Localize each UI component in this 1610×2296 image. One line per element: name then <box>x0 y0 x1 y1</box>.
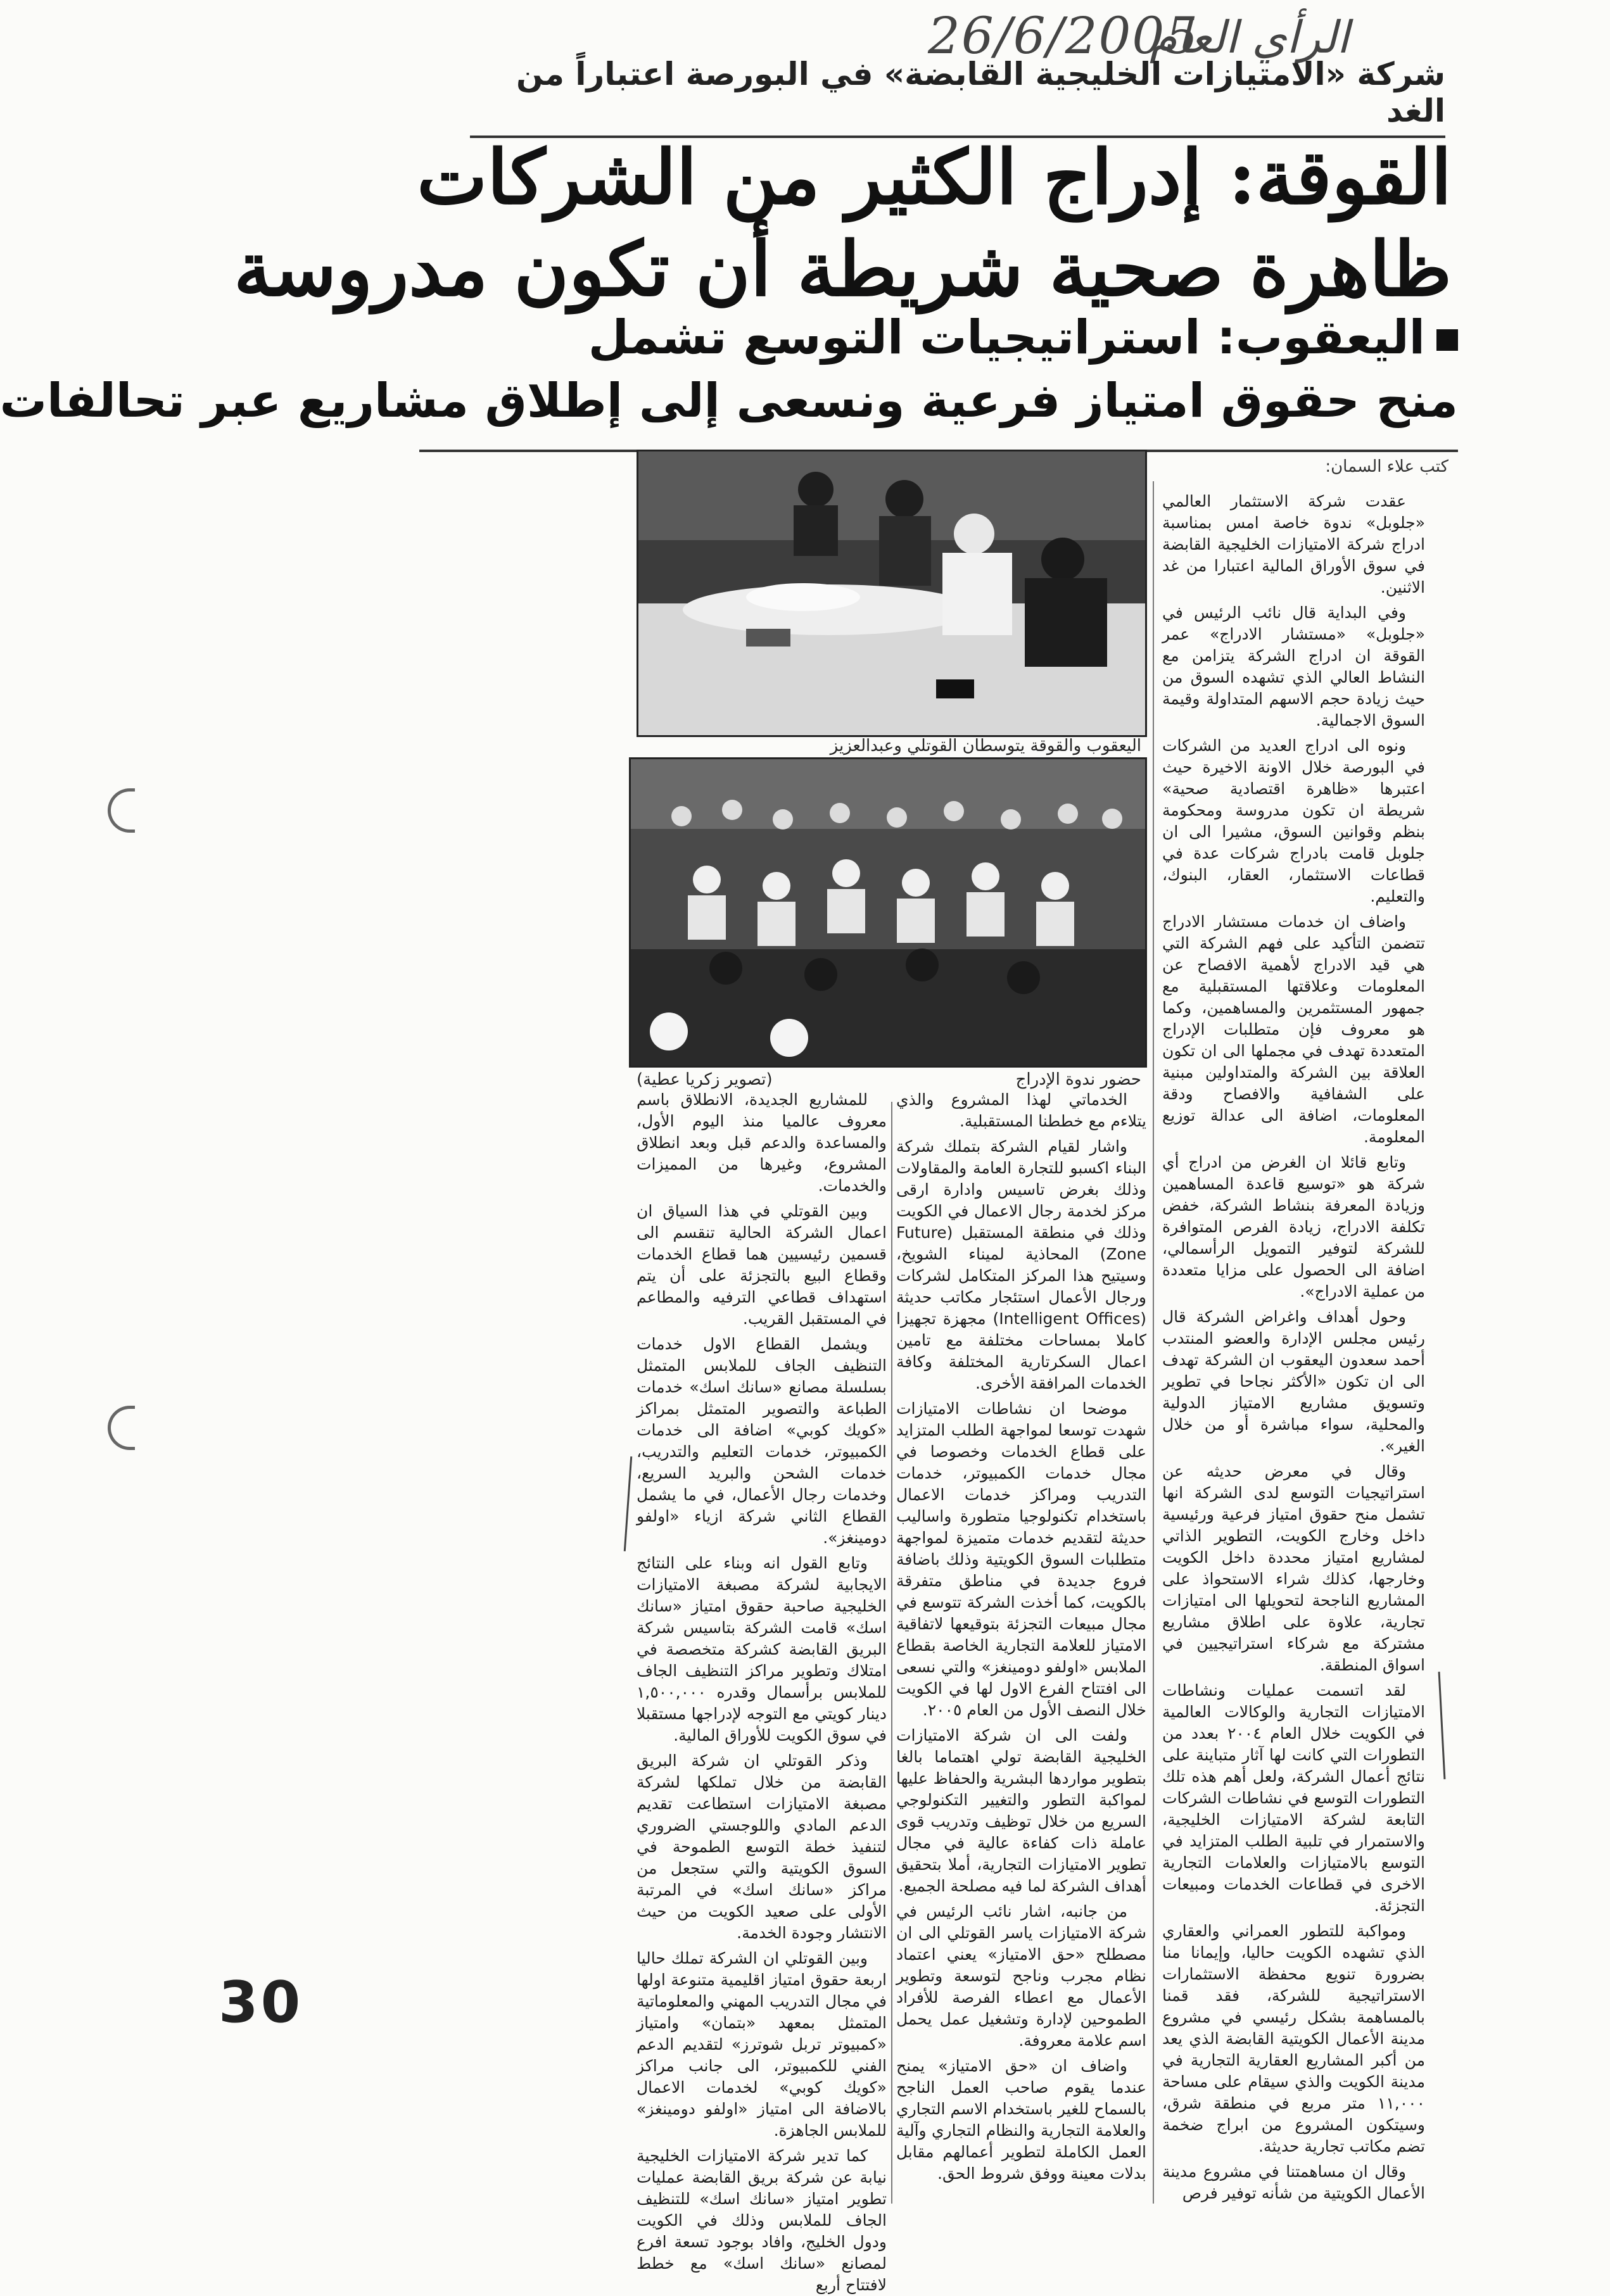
column-rule-right <box>1153 481 1154 2204</box>
headline-line-2: ظاهرة صحية شريطة أن تكون مدروسة <box>234 225 1452 313</box>
page-number: 30 <box>219 1969 303 2036</box>
paragraph: وقال في معرض حديثه عن استراتيجيات التوسع لدى الشركة انها تشمل منح حقوق امتياز فرعية ورئيسية داخل وخارج الكويت، التطوير الذاتي لمشاريع امتياز محددة داخل الكويت وخارجها، كذلك شراء الاستحواذ على المشاريع الناجحة لتحويلها الى امتيازات تجارية، علاوة على اطلاق مشاريع مشتركة مع شركاء استراتيجيين في اسواق المنطقة. <box>1162 1462 1425 1674</box>
photo-2-caption: حضور ندوة الإدراج <box>1015 1070 1141 1089</box>
paragraph: وتابع قائلا ان الغرض من ادراج أي شركة هو «توسيع قاعدة المساهمين وزيادة المعرفة بنشاط الشركة، خفض تكلفة الادراج، زيادة الفرص المتوافرة للشركة لتوفير التمويل الرأسمالي، اضافة الى الحصول على مزايا متعددة من عملية الادراج». <box>1162 1153 1425 1301</box>
paragraph: من جانبه، اشار نائب الرئيس في شركة الامتيازات ياسر القوتلي الى ان مصطلح «حق الامتياز» يعني اعتماد نظام مجرب وناجح لتوسعة وتطوير الأعمال مع اعطاء الفرصة للأفراد الطموحين لإدارة وتشغيل عمل يحمل اسم علامة معروفة. <box>896 1902 1146 2050</box>
subhead-line-1-text: اليعقوب: استراتيجيات التوسع تشمل <box>588 310 1425 365</box>
paragraph: وقال ان مساهمتنا في مشروع مدينة الأعمال الكويتية من شأنه توفير فرص <box>1162 2162 1425 2202</box>
paragraph: وحول أهداف واغراض الشركة قال رئيس مجلس الإدارة والعضو المنتدب أحمد سعدون اليعقوب ان الشركة تهدف الى ان تكون «الأكثر نجاحا في تطوير وتسويق مشاريع الامتياز الدولية والمحلية، سواء مباشرة أو من خلال الغير». <box>1162 1308 1425 1455</box>
article-column-middle <box>896 1089 1146 2210</box>
punch-hole-icon <box>108 1406 135 1450</box>
paragraph: موضحا ان نشاطات الامتيازات شهدت توسعا لمواجهة الطلب المتزايد على قطاع الخدمات وخصوصا في مجال خدمات الكمبيوتر، خدمات التدريب ومراكز خدمات الاعمال باستخدام تكنولوجيا متطورة واساليب حديثة لتقديم خدمات متميزة لمواجهة متطلبات السوق الكويتية وذلك باضافة فروع جديدة في مناطق متفرقة بالكويت، كما أخذت الشركة تتوسع في مجال مبيعات التجزئة بتوقيعها لاتفاقية الامتياز للعلامة التجارية الخاصة بقطاع الملابس «اولفو دومينغز» والتي نسعى الى افتتاح الفرع الاول لها في الكويت خلال النصف الأول من العام ٢٠٠٥. <box>896 1399 1146 1719</box>
paragraph: وفي البداية قال نائب الرئيس في «جلوبل» «مستشار الادراج» عمر القوقة ان ادراج الشركة يتزامن مع النشاط العالي الذي تشهده السوق من حيث زيادة حجم الاسهم المتداولة وقيمة السوق الاجمالية. <box>1162 603 1425 729</box>
column-rule-middle <box>891 1102 892 2204</box>
subhead-line-1 <box>419 310 1458 365</box>
margin-mark <box>624 1456 632 1551</box>
photo-panel-speakers <box>637 450 1147 737</box>
paragraph: كما تدير شركة الامتيازات الخليجية نيابة عن شركة بريق القابضة عمليات تطوير امتياز «سانك اسك» للتنظيف الجاف للملابس وذلك في الكويت ودول الخليج، وافاد بوجود تسعة افرع لمصانع «سانك اسك» مع خطط لافتتاح أربع <box>637 2147 887 2294</box>
article-column-right <box>1162 491 1425 2207</box>
margin-mark <box>1438 1672 1446 1779</box>
photo-audience <box>629 757 1147 1068</box>
paragraph: وذكر القوتلي ان شركة البريق القابضة من خلال تملكها لشركة مصبغة الامتيازات استطاعت تقديم الدعم المادي واللوجستي الضروري لتنفيذ خطة التوسع الطموحة في السوق الكويتية والتي ستجعل من مراكز «سانك اسك» في المرتبة الأولى على صعيد الكويت من حيث الانتشار وجودة الخدمة. <box>637 1751 887 1942</box>
paragraph: ونوه الى ادراج العديد من الشركات في البورصة خلال الاونة الاخيرة حيث اعتبرها «ظاهرة اقتصادية صحية» شريطة ان تكون مدروسة ومحكومة بنظم وقوانين السوق، مشيرا الى ان جلوبل قامت بادراج شركات عدة في قطاعات الاستثمار، العقار، البنوك، والتعليم. <box>1162 736 1425 905</box>
paragraph: للمشاريع الجديدة، الانطلاق باسم معروف عالميا منذ اليوم الأول، والمساعدة والدعم قبل وبعد انطلاق المشروع، وغيرها من المميزات والخدمات. <box>637 1090 887 1195</box>
paragraph: واضاف ان «حق الامتياز» يمنح عندما يقوم صاحب العمل الناجح بالسماح للغير باستخدام الاسم التجاري والعلامة التجارية والنظام التجاري وآلية العمل الكاملة لتطوير أعمالهم مقابل بدلات معينة ووفق شروط الحق. <box>896 2057 1146 2183</box>
paragraph: الخدماتي لهذا المشروع والذي يتلاءم مع خططنا المستقبلية. <box>896 1090 1146 1130</box>
article-column-left <box>637 1089 887 2294</box>
handwritten-date: 26/6/2005 <box>928 6 1200 65</box>
paragraph: ولفت الى ان شركة الامتيازات الخليجية القابضة تولي اهتماما بالغا بتطوير مواردها البشرية والحفاظ عليها لمواكبة التطور والتغيير التكنولوجي السريع من خلال توظيف وتدريب قوى عاملة ذات كفاءة عالية في مجال تطوير الامتيازات التجارية، أملا بتحقيق أهداف الشركة لما فيه مصلحة الجميع. <box>896 1726 1146 1895</box>
paragraph: ومواكبة للتطور العمراني والعقاري الذي تشهده الكويت حاليا، وإيمانا منا بضرورة تنويع محفظة الاستثمارات الاستراتيجية للشركة، فقد قمنا بالمساهمة بشكل رئيسي في مشروع مدينة الأعمال الكويتية القابضة الذي يعد من أكبر المشاريع العقارية التجارية في مدينة الكويت والذي سيقام على مساحة ١١,٠٠٠ متر مربع في منطقة شرق، وسيتكون المشروع من ابراج ضخمة تضم مكاتب تجارية حديثة. <box>1162 1922 1425 2155</box>
punch-hole-icon <box>108 788 135 833</box>
paragraph: واشار لقيام الشركة بتملك شركة البناء اكسبو للتجارة العامة والمقاولات وذلك بغرض تاسيس وادارة ارقى مركز لخدمة رجال الاعمال في الكويت وذلك في منطقة المستقبل (Future Zone) المحاذية لميناء الشويخ، وسيتيح هذا المركز المتكامل لشركات ورجال الأعمال استئجار مكاتب حديثة (Intelligent Offices) مجهزة تجهيزا كاملا بمساحات مختلفة مع تامين اعمال السكرتارية المختلفة وكافة الخدمات المرافقة الأخرى. <box>896 1137 1146 1392</box>
bullet-square-icon <box>1436 329 1458 351</box>
byline: كتب علاء السمان: <box>1325 457 1448 476</box>
paragraph: وبين القوتلي ان الشركة تملك حاليا اربعة حقوق امتياز اقليمية متنوعة اولها في مجال التدريب المهني والمعلوماتية المتمثل بمعهد «بتمان» وامتياز «كمبيوتر تربل شوترز» لتقديم الدعم الفني للكمبيوتر، الى جانب مراكز «كويك كوبي» لخدمات الاعمال بالاضافة الى امتياز «اولفو دومينغز» للملابس الجاهزة. <box>637 1949 887 2140</box>
paragraph: عقدت شركة الاستثمار العالمي «جلوبل» ندوة خاصة امس بمناسبة ادراج شركة الامتيازات الخليجية القابضة في سوق الأوراق المالية اعتبارا من غد الاثنين. <box>1162 492 1425 596</box>
photo-1-caption: اليعقوب والقوقة يتوسطان القوتلي وعبدالعزيز <box>830 736 1141 755</box>
subhead-line-2: منح حقوق امتياز فرعية ونسعى إلى إطلاق مشاريع عبر تحالفات <box>419 374 1458 452</box>
paragraph: واضاف ان خدمات مستشار الادراج تتضمن التأكيد على فهم الشركة التي هي قيد الادراج لأهمية الافصاح عن المعلومات وعلاقتها المستقبلية مع جمهور المستثمرين والمساهمين، وكما هو معروف فإن متطلبات الإدراج المتعددة تهدف في مجملها الى ان تكون العلاقة بين الشركة والمتداولين مبنية على الشفافية والافصاح ودقة المعلومات، اضافة الى عدالة توزيع المعلومة. <box>1162 912 1425 1146</box>
paragraph: لقد اتسمت عمليات ونشاطات الامتيازات التجارية والوكالات العالمية في الكويت خلال العام ٢٠٠٤ بعدد من التطورات التي كانت لها آثار متباينة على نتائج أعمال الشركة، ولعل أهم هذه تلك التطورات التوسع في نشاطات الشركات التابعة لشركة الامتيازات الخليجية، والاستمرار في تلبية الطلب المتزايد في التوسع بالامتيازات والعلامات التجارية الاخرى في قطاعات الخدمات ومبيعات التجزئة. <box>1162 1681 1426 1915</box>
paragraph: ويشمل القطاع الاول خدمات التنظيف الجاف للملابس المتمثل بسلسلة مصانع «سانك اسك» خدمات الطباعة والتصوير المتمثل بمراكز «كويك كوبي» اضافة الى خدمات الكمبيوتر، خدمات التعليم والتدريب، خدمات الشحن والبريد السريع، وخدمات رجال الأعمال، في ما يشمل القطاع الثاني شركة ازياء «اولفو دومينغز». <box>637 1335 887 1547</box>
article-kicker: شركة «الامتيازات الخليجية القابضة» في البورصة اعتباراً من الغد <box>470 56 1445 138</box>
headline-line-1: القوقة: إدراج الكثير من الشركات <box>417 133 1452 221</box>
handwritten-source: الرأي العام <box>1150 11 1350 63</box>
photo-2-credit: (تصوير زكريا عطية) <box>637 1070 773 1089</box>
paragraph: وتابع القول انه وبناء على النتائج الايجابية لشركة مصبغة الامتيازات الخليجية صاحبة حقوق امتياز «سانك اسك» قامت الشركة بتاسيس شركة البريق القابضة كشركة متخصصة في امتلاك وتطوير مراكز التنظيف الجاف للملابس برأسمال وقدره ١,٥٠٠,٠٠٠ دينار كويتي مع التوجه لإدراجها مستقبلا في سوق الكويت للأوراق المالية. <box>637 1554 887 1744</box>
paragraph: وبين القوتلي في هذا السياق ان اعمال الشركة الحالية تنقسم الى قسمين رئيسيين هما قطاع الخدمات وقطاع البيع بالتجزئة على أن يتم استهداف قطاعي الترفيه والمطاعم في المستقبل القريب. <box>637 1202 887 1328</box>
